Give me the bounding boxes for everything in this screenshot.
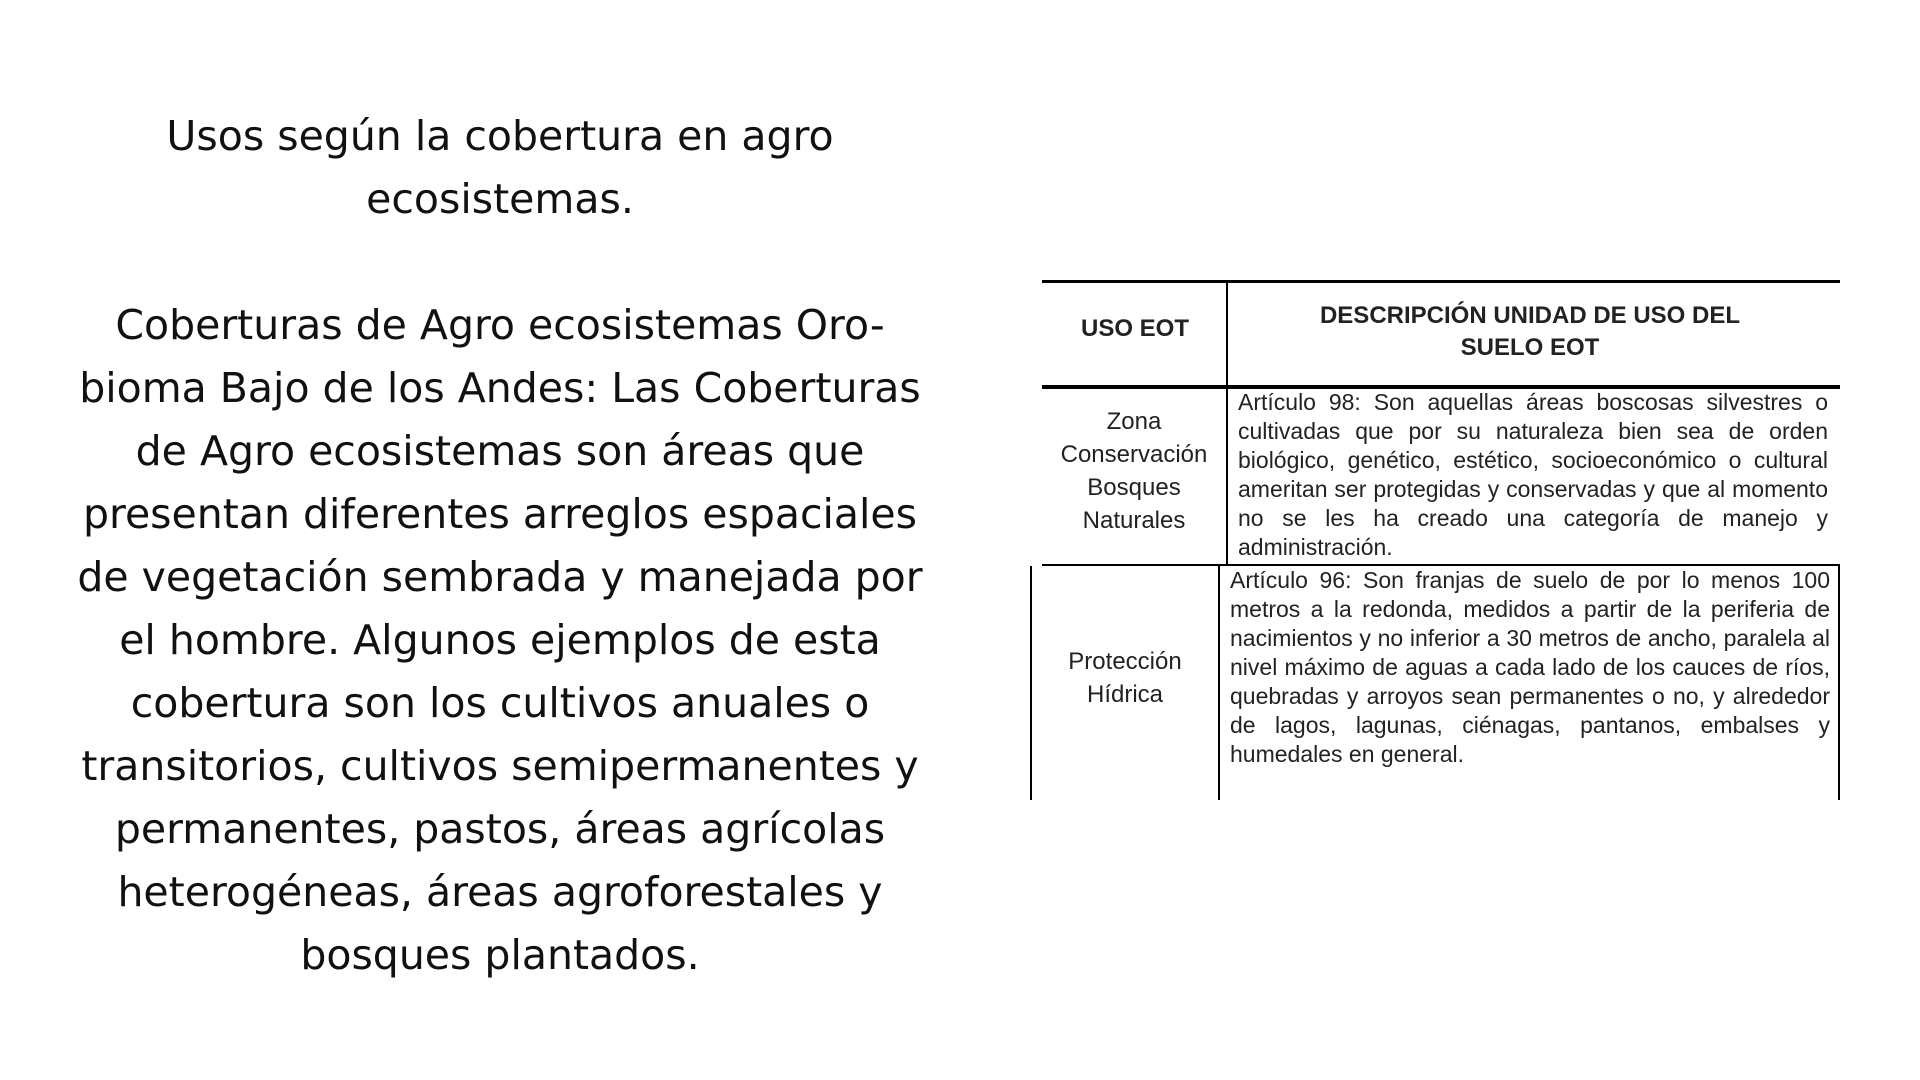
left-text-block bbox=[60, 105, 940, 987]
row2-uso: Protección Hídrica bbox=[1068, 648, 1182, 708]
section-body: Coberturas de Agro ecosistemas Oro-bioma Bajo de los Andes: Las Coberturas de Agro ecosistemas son áreas que presentan diferentes arreglos espaciales de vegetación sembrada y manejada por el hombre. Algunos ejemplos de esta cobertura son los cultivos anuales o transitorios, cultivos semipermanentes y permanentes, pastos, áreas agrícolas heterogéneas, áreas agroforestales y bosques plantados. bbox=[77, 301, 923, 979]
row1-desc: Artículo 98: Son aquellas áreas boscosas silvestres o cultivadas que por su naturaleza bien sea de orden biológico, genético, estético, socioeconómico o cultural ameritan ser protegidas y conservadas y que al momento no se les ha creado una categoría de manejo y administración. bbox=[1238, 389, 1828, 560]
row2-desc: Artículo 96: Son franjas de suelo de por lo menos 100 metros a la redonda, medidos a partir de la periferia de nacimientos y no inferior a 30 metros de ancho, paralela al nivel máximo de aguas a cada lado de los cauces de ríos, quebradas y arroyos sean permanentes o no, y alrededor de lagos, lagunas, ciénagas, pantanos, embalses y humedales en general. bbox=[1230, 567, 1830, 767]
section-title: Usos según la cobertura en agro ecosistemas. bbox=[166, 112, 834, 223]
land-use-table bbox=[1030, 280, 1840, 800]
header-descripcion: DESCRIPCIÓN UNIDAD DE USO DEL SUELO EOT bbox=[1319, 302, 1741, 361]
header-uso-eot: USO EOT bbox=[1080, 315, 1189, 342]
table-top-rule bbox=[1042, 280, 1840, 283]
row2-column-divider bbox=[1218, 566, 1220, 800]
row1-uso: Zona Conservación Bosques Naturales bbox=[1060, 408, 1208, 534]
row1-column-divider bbox=[1226, 387, 1228, 564]
row2-right-border bbox=[1838, 566, 1840, 800]
